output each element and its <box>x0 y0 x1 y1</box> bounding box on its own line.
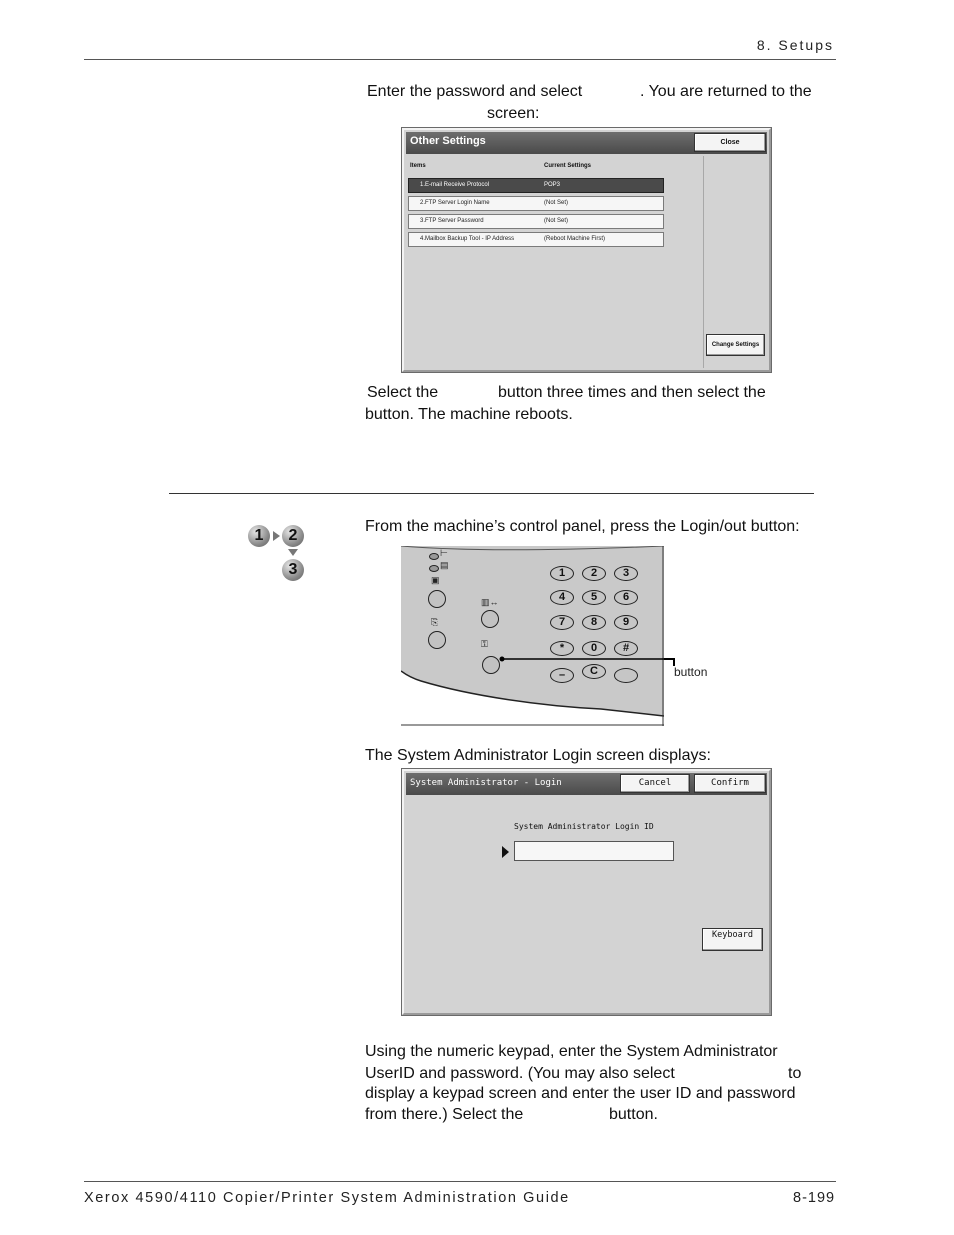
setting-item: 4.Mailbox Backup Tool - IP Address <box>420 236 515 242</box>
footer-rule <box>84 1181 836 1182</box>
header-rule <box>84 59 836 60</box>
keyboard-button[interactable]: Keyboard <box>702 928 763 951</box>
field-pointer-icon <box>502 846 509 858</box>
job-status-icon: ▣ <box>431 575 440 585</box>
setting-value: POP3 <box>544 182 561 188</box>
data-icon: ▤ <box>440 560 449 570</box>
other-settings-screenshot <box>401 127 772 373</box>
para5-line3: display a keypad screen and enter the user ID and password <box>365 1085 796 1102</box>
column-header-items: Items <box>410 163 426 169</box>
step-3-badge: 3 <box>282 559 304 581</box>
step-1-badge: 1 <box>248 525 270 547</box>
settings-row[interactable] <box>408 178 664 193</box>
para5-line2b: to <box>788 1065 802 1082</box>
keypad-key[interactable]: 0 <box>582 641 606 656</box>
keypad-key[interactable]: * <box>550 641 574 656</box>
change-settings-button[interactable]: Change Settings <box>706 334 765 356</box>
arrow-down-icon <box>288 549 298 556</box>
para5-line1: Using the numeric keypad, enter the System Administrator <box>365 1043 778 1060</box>
energy-saver-icon: ⊢ <box>440 548 448 558</box>
para4: The System Administrator Login screen displays: <box>365 747 711 764</box>
settings-row[interactable] <box>408 232 664 247</box>
keypad-key[interactable]: 8 <box>582 615 606 630</box>
review-icon: ▥↔ <box>481 597 499 607</box>
keypad-key[interactable]: # <box>614 641 638 656</box>
para3: From the machine’s control panel, press the Login/out button: <box>365 518 800 535</box>
machine-status-icon: ⎘ <box>431 617 439 627</box>
other-settings-title: Other Settings <box>410 135 486 147</box>
running-header: 8. Setups <box>756 37 834 53</box>
steps-icon <box>246 523 308 585</box>
setting-item: 2.FTP Server Login Name <box>420 200 490 206</box>
footer-title: Xerox 4590/4110 Copier/Printer System Administration Guide <box>84 1190 570 1206</box>
setting-value: (Not Set) <box>544 218 569 224</box>
key-icon: ⚿ <box>481 639 488 649</box>
control-panel-illustration <box>401 546 664 726</box>
keypad-key[interactable]: 1 <box>550 566 574 581</box>
keypad-key[interactable]: 7 <box>550 615 574 630</box>
page-number: 8-199 <box>793 1190 836 1206</box>
keypad-key[interactable]: 9 <box>614 615 638 630</box>
para2-line1b: button three times and then select the <box>498 384 766 401</box>
callout-line <box>401 546 664 726</box>
keypad-key[interactable]: 5 <box>582 590 606 605</box>
para5-line2a: UserID and password. (You may also select <box>365 1065 675 1082</box>
para2-line2: button. The machine reboots. <box>365 406 573 423</box>
close-button[interactable]: Close <box>694 133 766 152</box>
sysadmin-title: System Administrator - Login <box>410 778 562 788</box>
settings-row[interactable] <box>408 214 664 229</box>
section-divider <box>169 493 814 494</box>
keypad-key[interactable]: 6 <box>614 590 638 605</box>
settings-row[interactable] <box>408 196 664 211</box>
callout-label: button <box>674 665 708 679</box>
keypad-key[interactable]: 3 <box>614 566 638 581</box>
keypad-key[interactable]: 4 <box>550 590 574 605</box>
setting-value: (Not Set) <box>544 200 569 206</box>
para1-line1a: Enter the password and select <box>367 83 583 100</box>
login-id-label: System Administrator Login ID <box>514 822 654 831</box>
login-id-field[interactable] <box>514 841 674 861</box>
minus-key[interactable]: – <box>550 668 574 683</box>
para1-line1b: . You are returned to the <box>640 83 812 100</box>
para1-line2: screen: <box>487 105 540 122</box>
cancel-button[interactable]: Cancel <box>620 774 690 793</box>
setting-item: 1.E-mail Receive Protocol <box>420 182 490 188</box>
column-header-current-settings: Current Settings <box>544 163 592 169</box>
sysadmin-login-screenshot <box>401 768 772 1016</box>
para5-line4b: button. <box>609 1106 658 1123</box>
step-2-badge: 2 <box>282 525 304 547</box>
setting-item: 3.FTP Server Password <box>420 218 484 224</box>
keypad-key[interactable]: 2 <box>582 566 606 581</box>
setting-value: (Reboot Machine First) <box>544 236 606 242</box>
clear-key[interactable]: C <box>582 664 606 679</box>
para5-line4a: from there.) Select the <box>365 1106 524 1123</box>
confirm-button[interactable]: Confirm <box>694 774 766 793</box>
para2-line1a: Select the <box>367 384 439 401</box>
arrow-right-icon <box>273 531 280 541</box>
